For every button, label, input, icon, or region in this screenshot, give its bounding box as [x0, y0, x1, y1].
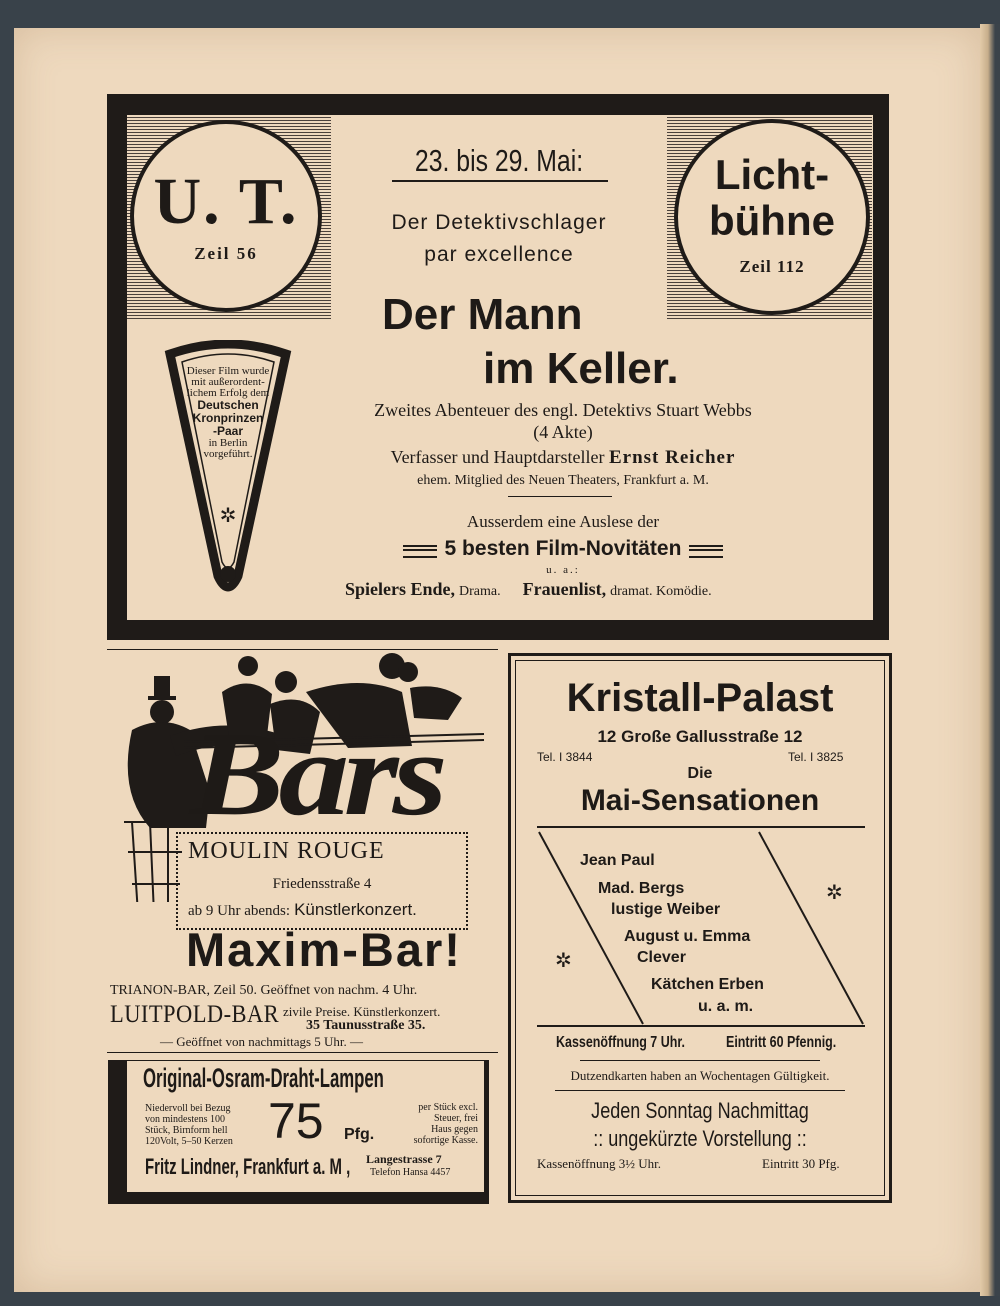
page-edge [980, 24, 1000, 1296]
film-title-1: Der Mann [382, 290, 583, 339]
ut-emblem [130, 120, 322, 312]
maxim-bar: Maxim-Bar! [186, 923, 462, 976]
author-line [338, 447, 788, 469]
osram-left-text [145, 1103, 233, 1147]
author-note: ehem. Mitglied des Neuen Theaters, Frankfurt a. M. [417, 473, 709, 488]
osram-right-3: Haus gegen [431, 1124, 478, 1135]
osram-title: Original-Osram-Draht-Lampen [143, 1063, 384, 1093]
osram-right-2: Steuer, frei [433, 1113, 478, 1124]
film-acts: (4 Akte) [533, 422, 593, 442]
moulin-rouge-box [176, 832, 468, 930]
trianon-bar: TRIANON-BAR, Zeil 50. Geöffnet von nachm. 4 Uhr. [110, 983, 418, 998]
ut-address: Zeil 56 [194, 244, 258, 263]
lichtbuehne-emblem [674, 119, 870, 315]
author-prefix: Verfasser und Hauptdarsteller [390, 447, 605, 467]
asterisk-icon: ✲ [219, 503, 237, 527]
film-title-2: im Keller. [483, 344, 679, 393]
lichtbuehne-address: Zeil 112 [739, 257, 805, 276]
kristall-dozen: Dutzendkarten haben an Wochentagen Gültigkeit. [570, 1068, 830, 1083]
film1-genre: Drama. [459, 584, 501, 599]
kristall-sunday: Jeden Sonntag Nachmittag [591, 1098, 809, 1123]
dates: 23. bis 29. Mai: [414, 143, 584, 178]
film1-title: Spielers Ende, [345, 579, 456, 599]
act-3b: Clever [637, 949, 686, 966]
moulin-rouge-name: MOULIN ROUGE [188, 838, 385, 864]
osram-street: Langestrasse 7 [366, 1152, 442, 1166]
pennant-line6: -Paar [212, 424, 244, 438]
kristall-title: Kristall-Palast [566, 676, 834, 720]
moulin-rouge-time-line [188, 900, 417, 920]
pennant-line1: Dieser Film wurde [186, 365, 270, 377]
luitpold-hours: — Geöffnet von nachmittags 5 Uhr. — [160, 1034, 364, 1049]
osram-company: Fritz Lindner, Frankfurt a. M , [145, 1154, 351, 1179]
luitpold-info: zivile Preise. Künstlerkonzert. [283, 1004, 441, 1019]
kristall-open: Kassenöffnung 7 Uhr. [556, 1034, 685, 1051]
act-2a: Mad. Bergs [598, 880, 685, 897]
kristall-address: 12 Große Gallusstraße 12 [597, 727, 803, 746]
kristall-entry: Eintritt 60 Pfennig. [726, 1034, 837, 1051]
moulin-rouge-time: ab 9 Uhr abends: [188, 903, 291, 919]
osram-right-1: per Stück excl. [418, 1102, 478, 1113]
film-list [345, 579, 795, 600]
luitpold-bar: LUITPOLD-BAR [110, 1001, 280, 1028]
act-4b: u. a. m. [698, 998, 754, 1015]
moulin-rouge-event: Künstlerkonzert. [294, 900, 417, 919]
osram-left-2: von mindestens 100 [145, 1114, 225, 1125]
pennant-line5: Kronprinzen [192, 411, 264, 425]
act-4a: Kätchen Erben [651, 976, 764, 993]
kristall-open-2: Kassenöffnung 3½ Uhr. [537, 1156, 661, 1171]
pennant-line2: mit außerordent- [191, 376, 265, 388]
pennant-line3: lichem Erfolg dem [186, 387, 270, 399]
kristall-die: Die [687, 765, 713, 782]
act-2b: lustige Weiber [611, 901, 721, 918]
pennant-line4: Deutschen [197, 398, 259, 412]
kristall-tel-right: Tel. I 3825 [788, 750, 844, 764]
pennant-line7: in Berlin [208, 437, 248, 449]
film-subtitle: Zweites Abenteuer des engl. Detektivs Stuart Webbs [374, 400, 752, 420]
osram-price: 75 [268, 1093, 324, 1149]
osram-unit: Pfg. [344, 1126, 375, 1143]
extra-line: Ausserdem eine Auslese der [466, 512, 660, 531]
pennant-line8: vorgeführt. [203, 448, 253, 460]
lichtbuehne-line2: bühne [709, 197, 835, 244]
osram-right-text [388, 1102, 478, 1146]
osram-right-4: sofortige Kasse. [413, 1135, 478, 1146]
ua-label: u. a.: [546, 564, 580, 576]
kristall-uncut: :: ungekürzte Vorstellung :: [593, 1126, 807, 1151]
ut-name: U. T. [153, 165, 299, 238]
moulin-rouge-address: Friedensstraße 4 [272, 876, 372, 892]
tagline-1: Der Detektivschlager [391, 211, 607, 234]
osram-left-3: Stück, Birnform hell [145, 1125, 228, 1136]
osram-left-4: 120Volt, 5–50 Kerzen [145, 1136, 233, 1147]
luitpold-address: 35 Taunusstraße 35. [306, 1018, 426, 1033]
kristall-sensations: Mai-Sensationen [580, 784, 820, 817]
tagline-2: par excellence [424, 243, 574, 266]
act-3a: August u. Emma [624, 928, 751, 945]
novitaeten: 5 besten Film-Novitäten [444, 537, 682, 560]
osram-left-1: Niedervoll bei Bezug [145, 1103, 231, 1114]
film2-genre: dramat. Komödie. [610, 584, 712, 599]
bars-headline: Bars [190, 707, 442, 840]
pennant-text [172, 366, 284, 460]
act-1: Jean Paul [580, 852, 655, 869]
author-name: Ernst Reicher [608, 447, 736, 468]
kristall-entry-2: Eintritt 30 Pfg. [762, 1156, 840, 1171]
osram-phone: Telefon Hansa 4457 [370, 1167, 451, 1178]
asterisk-icon: ✲ [826, 880, 843, 904]
novitaeten-line [338, 537, 788, 561]
kristall-tel-left: Tel. I 3844 [537, 750, 593, 764]
asterisk-icon: ✲ [555, 948, 572, 972]
film2-title: Frauenlist, [522, 579, 607, 599]
lichtbuehne-line1: Licht- [714, 151, 830, 198]
